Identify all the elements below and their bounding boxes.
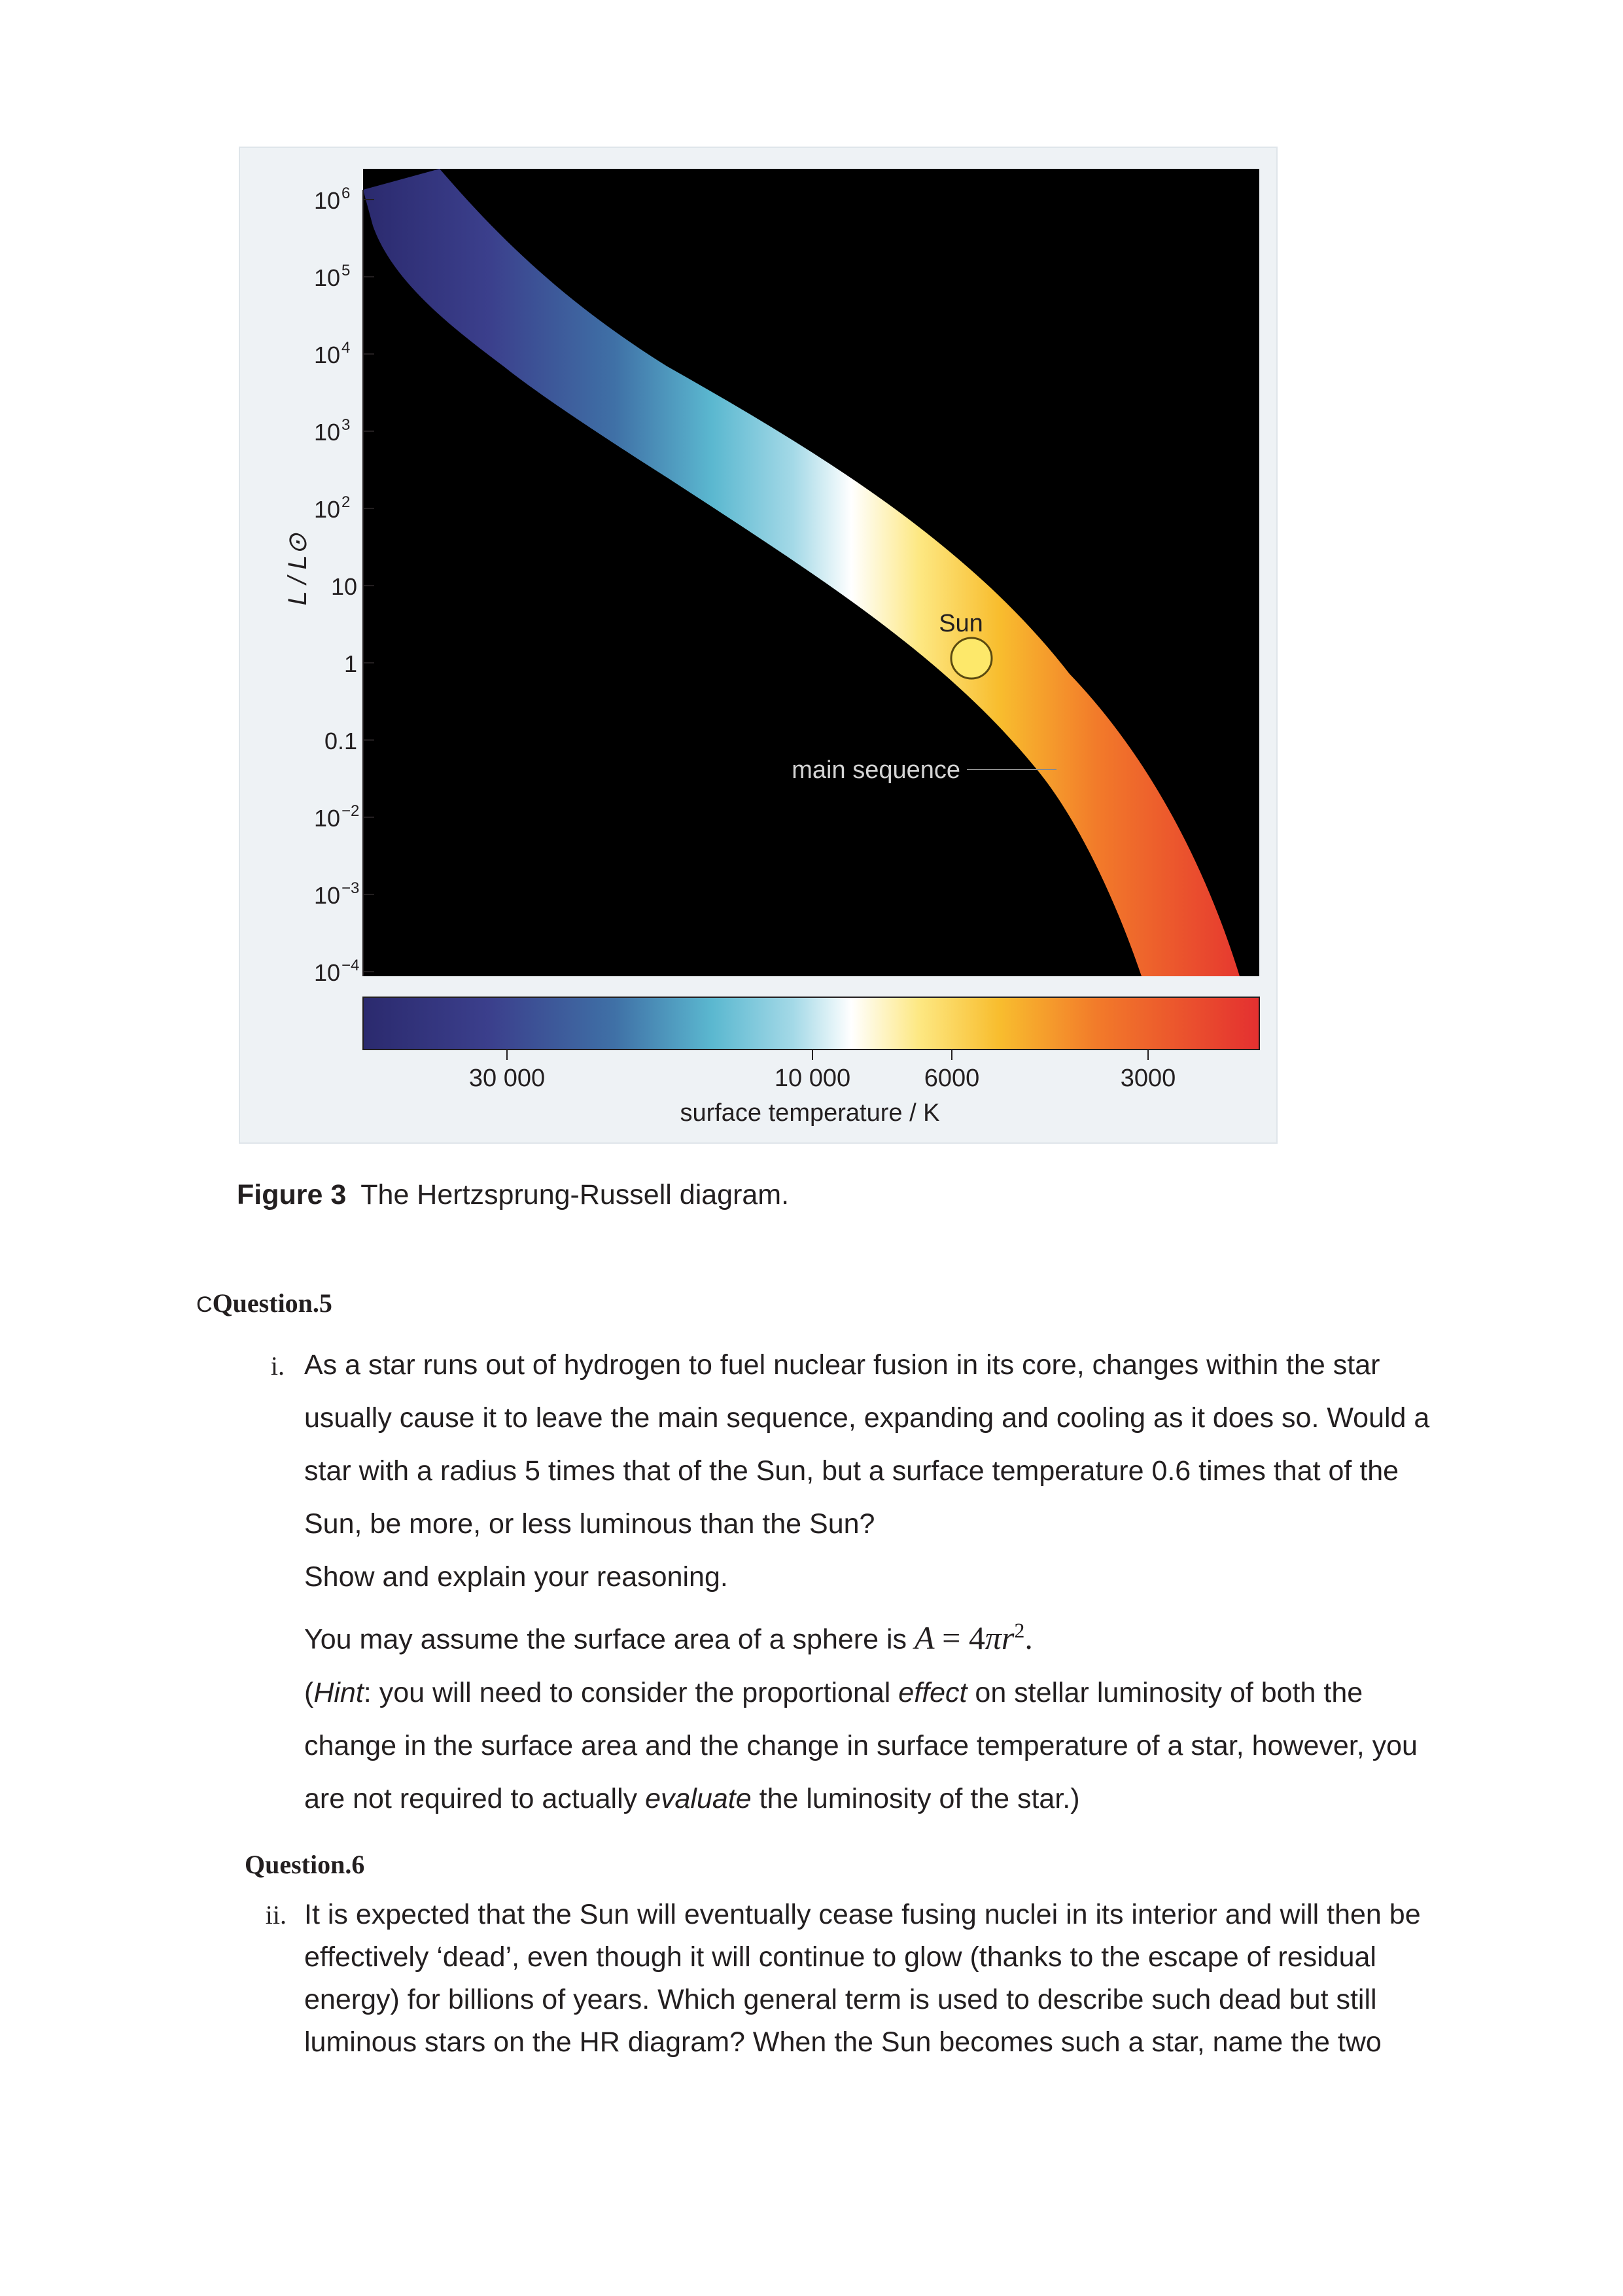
y-tick-label: 10 [313,882,340,909]
question-6-heading: Question.6 [245,1850,365,1879]
y-axis-label: L / L⊙ [283,533,312,606]
question-5-body [304,1339,1469,1826]
q5-area-text: You may assume the surface area of a sphere is [304,1623,907,1655]
y-tick-exponent: −3 [341,879,360,897]
x-tick-label: 10 000 [774,1065,851,1092]
q5-line-3: star with a radius 5 times that of the Sun, but a surface temperature 0.6 times that of the [304,1455,1399,1487]
surface-area-formula: $A = 4\pi r^2$. [915,1618,1033,1656]
y-tick-label: 0.1 [324,728,357,754]
y-tick-label: 10 [313,342,340,368]
main-sequence-label: main sequence [792,756,960,784]
figure-caption-text: The Hertzsprung-Russell diagram. [360,1179,790,1210]
q6-line-1: It is expected that the Sun will eventually cease fusing nuclei in its interior and will then be [304,1899,1421,1930]
q5-line-5: Show and explain your reasoning. [304,1561,728,1593]
q5-hint-line-2: change in the surface area and the change in surface temperature of a star, however, you [304,1729,1418,1761]
y-tick-exponent: −4 [341,957,360,974]
y-tick-label: 10 [313,419,340,446]
y-tick-label: 10 [313,805,340,832]
y-tick-exponent: 4 [341,339,351,357]
figure-caption-label: Figure 3 [237,1179,347,1210]
question-6-numeral: ii. [265,1900,287,1930]
x-tick-label: 30 000 [468,1065,546,1092]
x-tick-label: 3000 [1120,1065,1176,1092]
y-tick-exponent: 3 [341,416,351,434]
y-tick-label: 10 [313,187,340,214]
y-tick-label: 10 [313,496,340,523]
y-tick-label: 10 [330,573,357,600]
q5-line-1: As a star runs out of hydrogen to fuel nuclear fusion in its core, changes within the star [304,1349,1380,1381]
question-5-heading [196,1288,332,1318]
q6-line-4: luminous stars on the HR diagram? When the Sun becomes such a star, name the two [304,2026,1382,2058]
y-tick-exponent: −2 [341,802,360,820]
x-axis [469,1050,1176,1092]
question-5-numeral: i. [270,1351,285,1381]
y-tick-exponent: 5 [341,262,351,279]
sun-label: Sun [939,610,983,637]
sun-marker [951,638,992,679]
q5-area-line [304,1604,1469,1667]
q6-line-3: energy) for billions of years. Which general term is used to describe such dead but still [304,1984,1377,2015]
question-6-body [304,1894,1469,2064]
q6-line-2: effectively ‘dead’, even though it will continue to glow (thanks to the escape of residual [304,1941,1376,1973]
q5-hint-line-1: (Hint: you will need to consider the proportional effect on stellar luminosity of both the [304,1676,1363,1708]
y-tick-label: 1 [343,650,357,677]
question-5-prefix: C [196,1292,213,1317]
q5-line-2: usually cause it to leave the main sequence, expanding and cooling as it does so. Would a [304,1402,1430,1434]
x-axis-label: surface temperature / K [680,1099,940,1127]
y-tick-label: 10 [313,264,340,291]
y-tick-label: 10 [313,959,340,986]
x-tick-label: 6000 [924,1065,980,1092]
figure-caption [237,1179,789,1211]
q5-hint-line-3: are not required to actually evaluate the luminosity of the star.) [304,1782,1080,1814]
y-tick-exponent: 2 [341,493,351,511]
q5-line-4: Sun, be more, or less luminous than the Sun? [304,1508,875,1540]
temperature-color-scale [363,997,1259,1050]
y-tick-exponent: 6 [341,185,351,202]
question-5-title: Question.5 [212,1288,332,1318]
